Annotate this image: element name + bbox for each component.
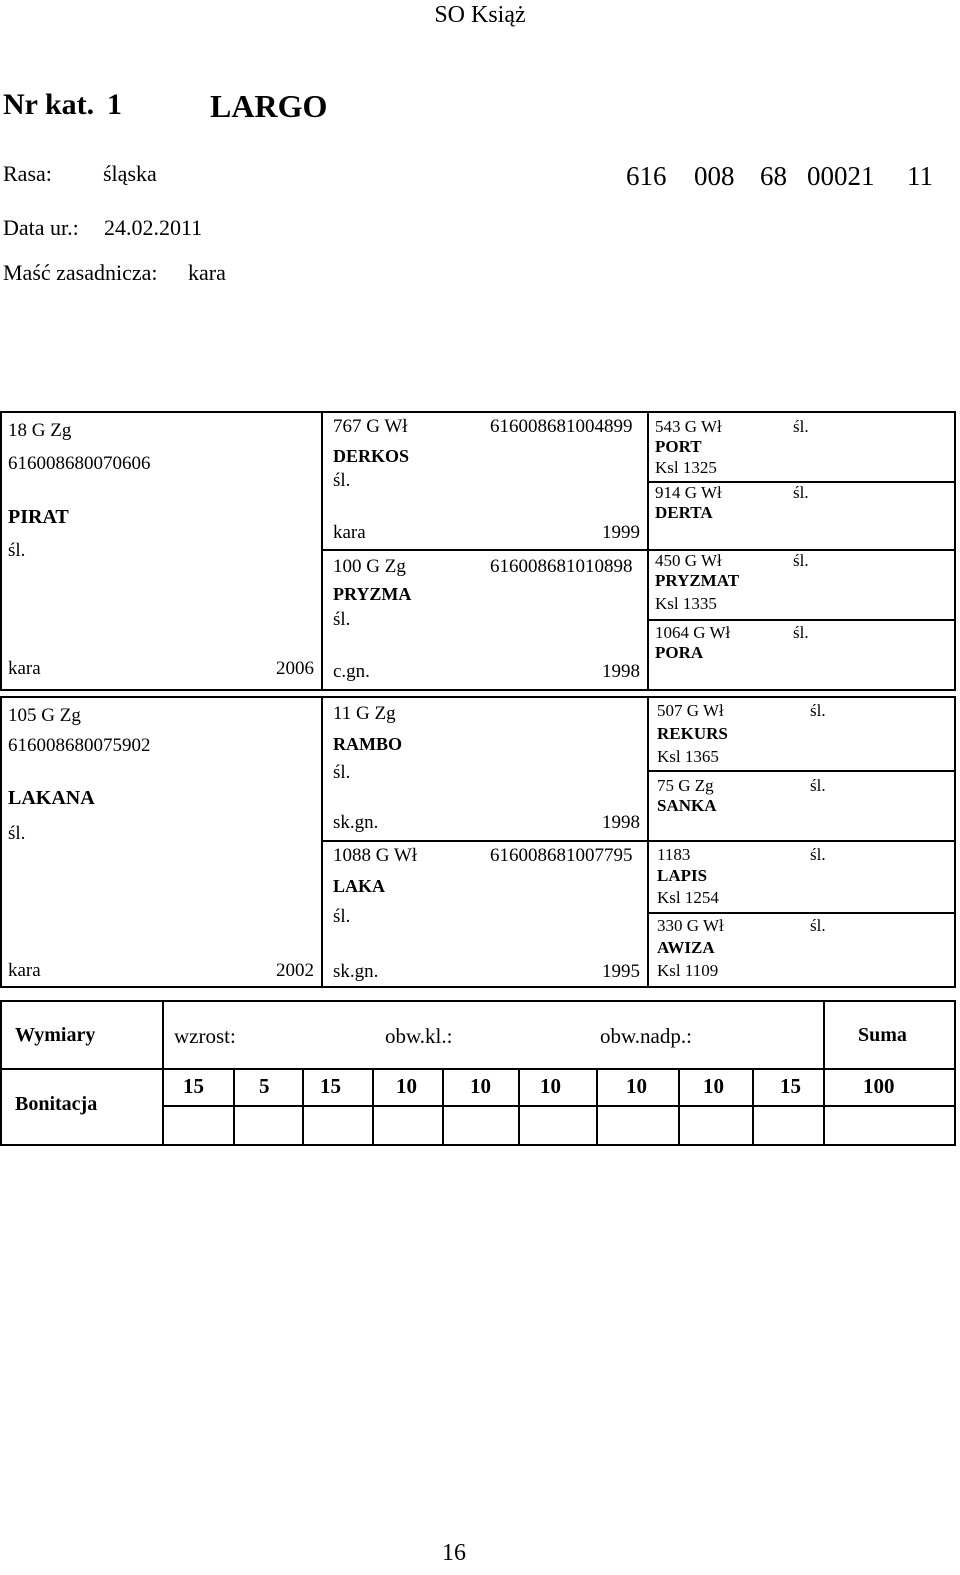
- ddd-number: 330 G Wł: [657, 916, 724, 935]
- measures-table: [0, 1000, 956, 1146]
- ss-number: 767 G Wł: [333, 416, 408, 437]
- dss-number: 507 G Wł: [657, 701, 724, 720]
- ssd-breed: śl.: [793, 483, 809, 502]
- ds-color: sk.gn.: [333, 812, 379, 833]
- score-cell: 5: [259, 1074, 270, 1098]
- ds-breed: śl.: [333, 762, 351, 783]
- ds-number: 11 G Zg: [333, 703, 396, 724]
- sds-number: 450 G Wł: [655, 551, 722, 570]
- score-cell: 15: [780, 1074, 801, 1098]
- horse-id-part-5: 11: [907, 161, 933, 191]
- ss-id: 616008681004899: [490, 416, 633, 437]
- sss-extra: Ksl 1325: [655, 458, 717, 477]
- dss-extra: Ksl 1365: [657, 747, 719, 766]
- breed-value: śląska: [103, 161, 157, 186]
- score-cell: 10: [470, 1074, 491, 1098]
- score-cell: 10: [626, 1074, 647, 1098]
- dsd-number: 75 G Zg: [657, 776, 714, 795]
- sd-number: 100 G Zg: [333, 556, 406, 577]
- dd-breed: śl.: [333, 906, 351, 927]
- dam-breed: śl.: [8, 823, 26, 844]
- sd-year: 1998: [602, 661, 640, 682]
- dob-value: 24.02.2011: [104, 215, 203, 240]
- ss-year: 1999: [602, 522, 640, 543]
- height-label: wzrost:: [174, 1024, 236, 1048]
- horse-name: LARGO: [210, 88, 328, 124]
- sds-extra: Ksl 1335: [655, 594, 717, 613]
- dsd-breed: śl.: [810, 776, 826, 795]
- dd-id: 616008681007795: [490, 845, 633, 866]
- ssd-name: DERTA: [655, 503, 713, 522]
- dam-id: 616008680075902: [8, 735, 151, 756]
- dam-year: 2002: [276, 960, 314, 981]
- sss-name: PORT: [655, 437, 702, 456]
- horse-id-part-3: 68: [760, 161, 787, 191]
- horse-id-part-4: 00021: [807, 161, 875, 191]
- ddd-breed: śl.: [810, 916, 826, 935]
- ds-name: RAMBO: [333, 734, 402, 754]
- horse-id-part-1: 616: [626, 161, 667, 191]
- breed-label: Rasa:: [3, 161, 52, 186]
- sdd-number: 1064 G Wł: [655, 623, 731, 642]
- dd-number: 1088 G Wł: [333, 845, 418, 866]
- dd-year: 1995: [602, 961, 640, 982]
- sdd-name: PORA: [655, 643, 704, 662]
- ssd-number: 914 G Wł: [655, 483, 722, 502]
- dsd-name: SANKA: [657, 796, 717, 815]
- chest-label: obw.kl.:: [385, 1024, 453, 1048]
- score-cell: 15: [183, 1074, 204, 1098]
- cannon-label: obw.nadp.:: [600, 1024, 692, 1048]
- dam-name: LAKANA: [8, 787, 95, 809]
- measures-label: Wymiary: [15, 1024, 96, 1046]
- ss-breed: śl.: [333, 470, 351, 491]
- sss-breed: śl.: [793, 417, 809, 436]
- sdd-breed: śl.: [793, 623, 809, 642]
- ddd-name: AWIZA: [657, 938, 715, 957]
- sd-name: PRYZMA: [333, 584, 412, 604]
- dds-name: LAPIS: [657, 866, 708, 885]
- sire-breed: śl.: [8, 540, 26, 561]
- sds-name: PRYZMAT: [655, 571, 740, 590]
- sd-id: 616008681010898: [490, 556, 633, 577]
- ss-color: kara: [333, 522, 366, 543]
- score-cell: 10: [703, 1074, 724, 1098]
- sire-id: 616008680070606: [8, 453, 151, 474]
- color-value: kara: [188, 260, 226, 285]
- sss-number: 543 G Wł: [655, 417, 722, 436]
- ds-year: 1998: [602, 812, 640, 833]
- score-cell: 15: [320, 1074, 341, 1098]
- page-number: 16: [442, 1540, 466, 1566]
- sire-year: 2006: [276, 658, 314, 679]
- dds-breed: śl.: [810, 845, 826, 864]
- catalog-label: Nr kat.: [3, 88, 95, 121]
- dam-color: kara: [8, 960, 41, 981]
- sds-breed: śl.: [793, 551, 809, 570]
- sire-color: kara: [8, 658, 41, 679]
- dss-breed: śl.: [810, 701, 826, 720]
- color-label: Maść zasadnicza:: [3, 260, 158, 285]
- dd-name: LAKA: [333, 876, 386, 896]
- ss-name: DERKOS: [333, 446, 410, 466]
- dd-color: sk.gn.: [333, 961, 379, 982]
- dds-extra: Ksl 1254: [657, 888, 719, 907]
- score-total: 100: [863, 1074, 895, 1098]
- scores-label: Bonitacja: [15, 1093, 98, 1115]
- page-title: SO Książ: [434, 2, 526, 28]
- dss-name: REKURS: [657, 724, 728, 743]
- dam-number: 105 G Zg: [8, 705, 81, 726]
- catalog-number: 1: [107, 88, 122, 121]
- sire-name: PIRAT: [8, 506, 69, 528]
- sum-label: Suma: [858, 1024, 907, 1046]
- score-cell: 10: [396, 1074, 417, 1098]
- sd-breed: śl.: [333, 609, 351, 630]
- sire-number: 18 G Zg: [8, 420, 72, 441]
- dds-number: 1183: [657, 845, 691, 864]
- sd-color: c.gn.: [333, 661, 370, 682]
- ddd-extra: Ksl 1109: [657, 961, 719, 980]
- score-cell: 10: [540, 1074, 561, 1098]
- dob-label: Data ur.:: [3, 215, 79, 240]
- horse-id-part-2: 008: [694, 161, 735, 191]
